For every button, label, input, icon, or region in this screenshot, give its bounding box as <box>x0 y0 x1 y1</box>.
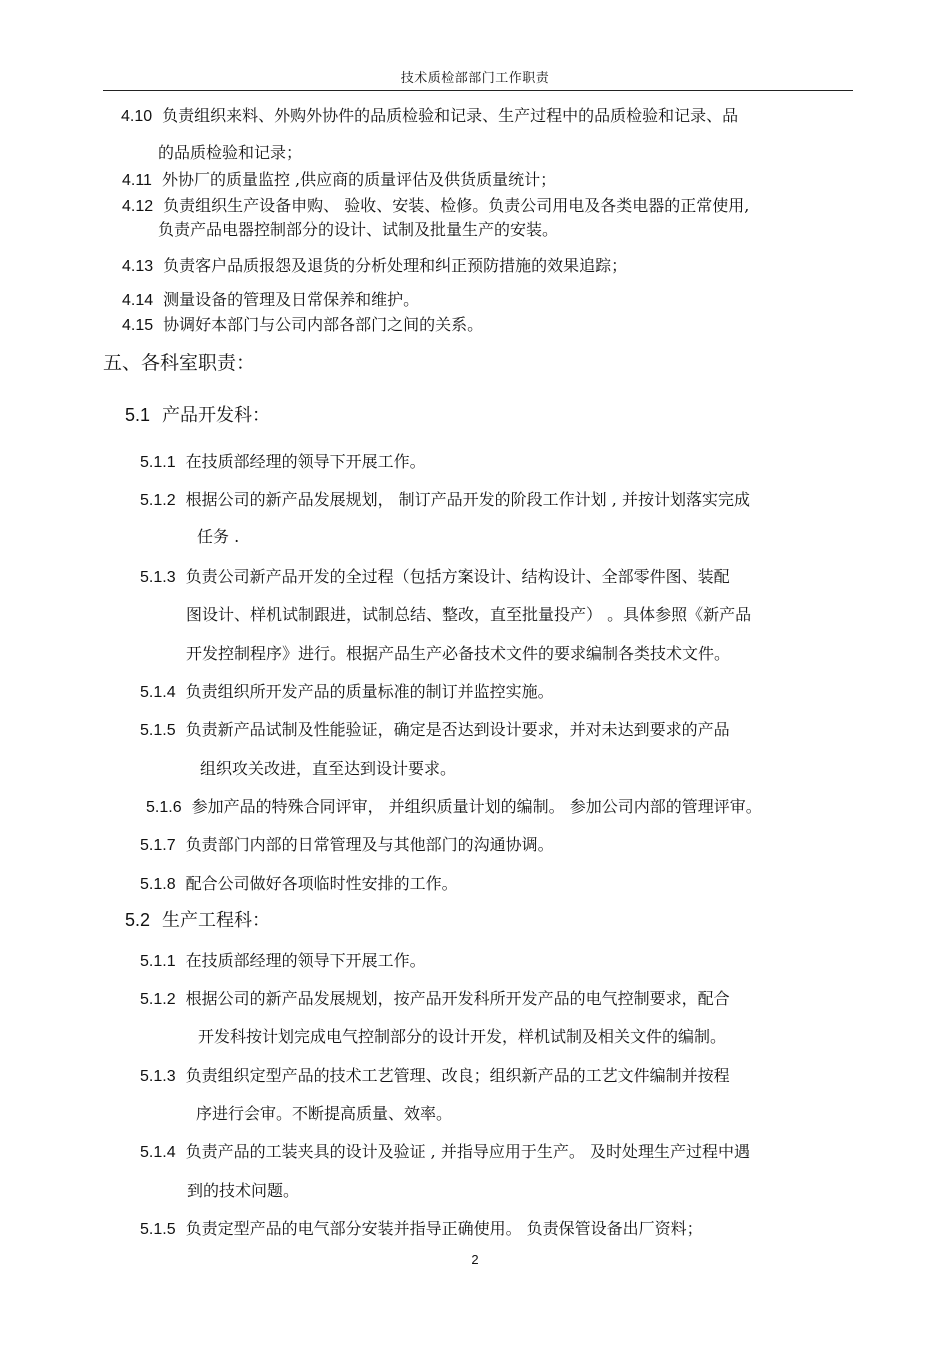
item-text: 配合公司做好各项临时性安排的工作。 <box>185 874 458 893</box>
item-number: 5.1.2 <box>140 991 176 1008</box>
header-rule <box>103 90 853 91</box>
item-number: 5.1.4 <box>140 684 176 701</box>
item-text: 测量设备的管理及日常保养和维护。 <box>163 290 420 309</box>
item-text: 负责组织所开发产品的质量标准的制订并监控实施。 <box>185 682 554 701</box>
item-text: 在技质部经理的领导下开展工作。 <box>185 951 426 970</box>
item-number: 4.12 <box>122 198 154 215</box>
item-number: 5.1.5 <box>140 722 176 739</box>
item-number: 5.1.1 <box>140 953 176 970</box>
item-number: 5.1.3 <box>140 1068 176 1085</box>
item-5-1-2 <box>140 490 750 511</box>
item-text: 根据公司的新产品发展规划，按产品开发科所开发产品的电气控制要求，配合 <box>185 989 730 1008</box>
item-4-12-cont: 负责产品电器控制部分的设计、试制及批量生产的安装。 <box>158 220 559 239</box>
item-4-10-cont: 的品质检验和记录； <box>158 143 303 162</box>
item-4-10 <box>121 106 738 127</box>
item-number: 4.11 <box>122 172 152 189</box>
item-5-2-1 <box>140 951 426 972</box>
item-text: 外协厂的质量监控 ,供应商的质量评估及供货质量统计； <box>161 170 557 189</box>
item-5-1-2-cont: 任务 . <box>197 527 240 546</box>
item-text: 根据公司的新产品发展规划， 制订产品开发的阶段工作计划 , 并按计划落实完成 <box>185 490 750 509</box>
item-4-14 <box>122 290 419 311</box>
subsection-title: 生产工程科： <box>162 910 271 931</box>
item-5-1-4 <box>140 682 554 703</box>
item-5-2-3 <box>140 1066 730 1087</box>
item-5-1-8 <box>140 874 458 895</box>
subsection-number: 5.1 <box>125 405 151 425</box>
item-number: 4.13 <box>122 258 154 275</box>
item-number: 5.1.6 <box>146 799 182 816</box>
item-text: 负责客户品质报怨及退货的分析处理和纠正预防措施的效果追踪； <box>163 256 628 275</box>
item-number: 4.14 <box>122 292 154 309</box>
item-text: 负责部门内部的日常管理及与其他部门的沟通协调。 <box>185 835 554 854</box>
item-text: 负责公司新产品开发的全过程（包括方案设计、结构设计、全部零件图、装配 <box>185 567 730 586</box>
item-text: 负责新产品试制及性能验证，确定是否达到设计要求，并对未达到要求的产品 <box>185 720 730 739</box>
item-5-1-7 <box>140 835 554 856</box>
item-5-1-3 <box>140 567 730 588</box>
item-5-2-4-cont: 到的技术问题。 <box>187 1181 300 1200</box>
item-5-1-1 <box>140 452 426 473</box>
item-4-15 <box>122 315 483 336</box>
item-text: 负责定型产品的电气部分安装并指导正确使用。 负责保管设备出厂资料； <box>185 1219 703 1238</box>
item-text: 负责产品的工装夹具的设计及验证 , 并指导应用于生产。 及时处理生产过程中遇 <box>185 1142 750 1161</box>
item-5-1-5 <box>140 720 730 741</box>
item-5-1-5-cont: 组织攻关改进，直至达到设计要求。 <box>200 759 457 778</box>
item-5-1-3-cont-1: 图设计、样机试制跟进，试制总结、整改，直至批量投产） 。具体参照《新产品 <box>186 605 752 624</box>
item-text: 在技质部经理的领导下开展工作。 <box>185 452 426 471</box>
item-4-11 <box>122 170 556 191</box>
subsection-number: 5.2 <box>125 910 151 930</box>
item-4-12 <box>122 196 749 217</box>
item-text: 参加产品的特殊合同评审， 并组织质量计划的编制。 参加公司内部的管理评审。 <box>191 797 762 816</box>
subsection-5-2-heading <box>125 908 270 933</box>
page-number: 2 <box>471 1252 479 1267</box>
item-5-2-3-cont: 序进行会审。不断提高质量、效率。 <box>196 1104 453 1123</box>
item-5-1-3-cont-2: 开发控制程序》进行。根据产品生产必备技术文件的要求编制各类技术文件。 <box>186 644 731 663</box>
subsection-title: 产品开发科： <box>162 405 271 426</box>
item-text: 负责组织来料、外购外协件的品质检验和记录、生产过程中的品质检验和记录、品 <box>162 106 739 125</box>
item-5-2-2 <box>140 989 730 1010</box>
item-5-2-2-cont: 开发科按计划完成电气控制部分的设计开发，样机试制及相关文件的编制。 <box>198 1027 727 1046</box>
item-number: 4.10 <box>121 108 153 125</box>
item-5-2-5 <box>140 1219 703 1240</box>
item-number: 5.1.2 <box>140 492 176 509</box>
section-5-heading: 五、各科室职责： <box>103 352 256 374</box>
item-5-2-4 <box>140 1142 750 1163</box>
item-text: 协调好本部门与公司内部各部门之间的关系。 <box>163 315 484 334</box>
item-4-13 <box>122 256 627 277</box>
subsection-5-1-heading <box>125 403 270 428</box>
item-number: 5.1.7 <box>140 837 176 854</box>
item-number: 5.1.8 <box>140 876 176 893</box>
item-number: 5.1.3 <box>140 569 176 586</box>
item-number: 4.15 <box>122 317 154 334</box>
item-text: 负责组织生产设备申购、 验收、安装、检修。负责公司用电及各类电器的正常使用, <box>163 196 750 215</box>
item-number: 5.1.1 <box>140 454 176 471</box>
item-number: 5.1.5 <box>140 1221 176 1238</box>
page-header-title: 技术质检部部门工作职责 <box>400 71 550 86</box>
item-text: 负责组织定型产品的技术工艺管理、改良；组织新产品的工艺文件编制并按程 <box>185 1066 730 1085</box>
item-number: 5.1.4 <box>140 1144 176 1161</box>
item-5-1-6 <box>146 797 762 818</box>
